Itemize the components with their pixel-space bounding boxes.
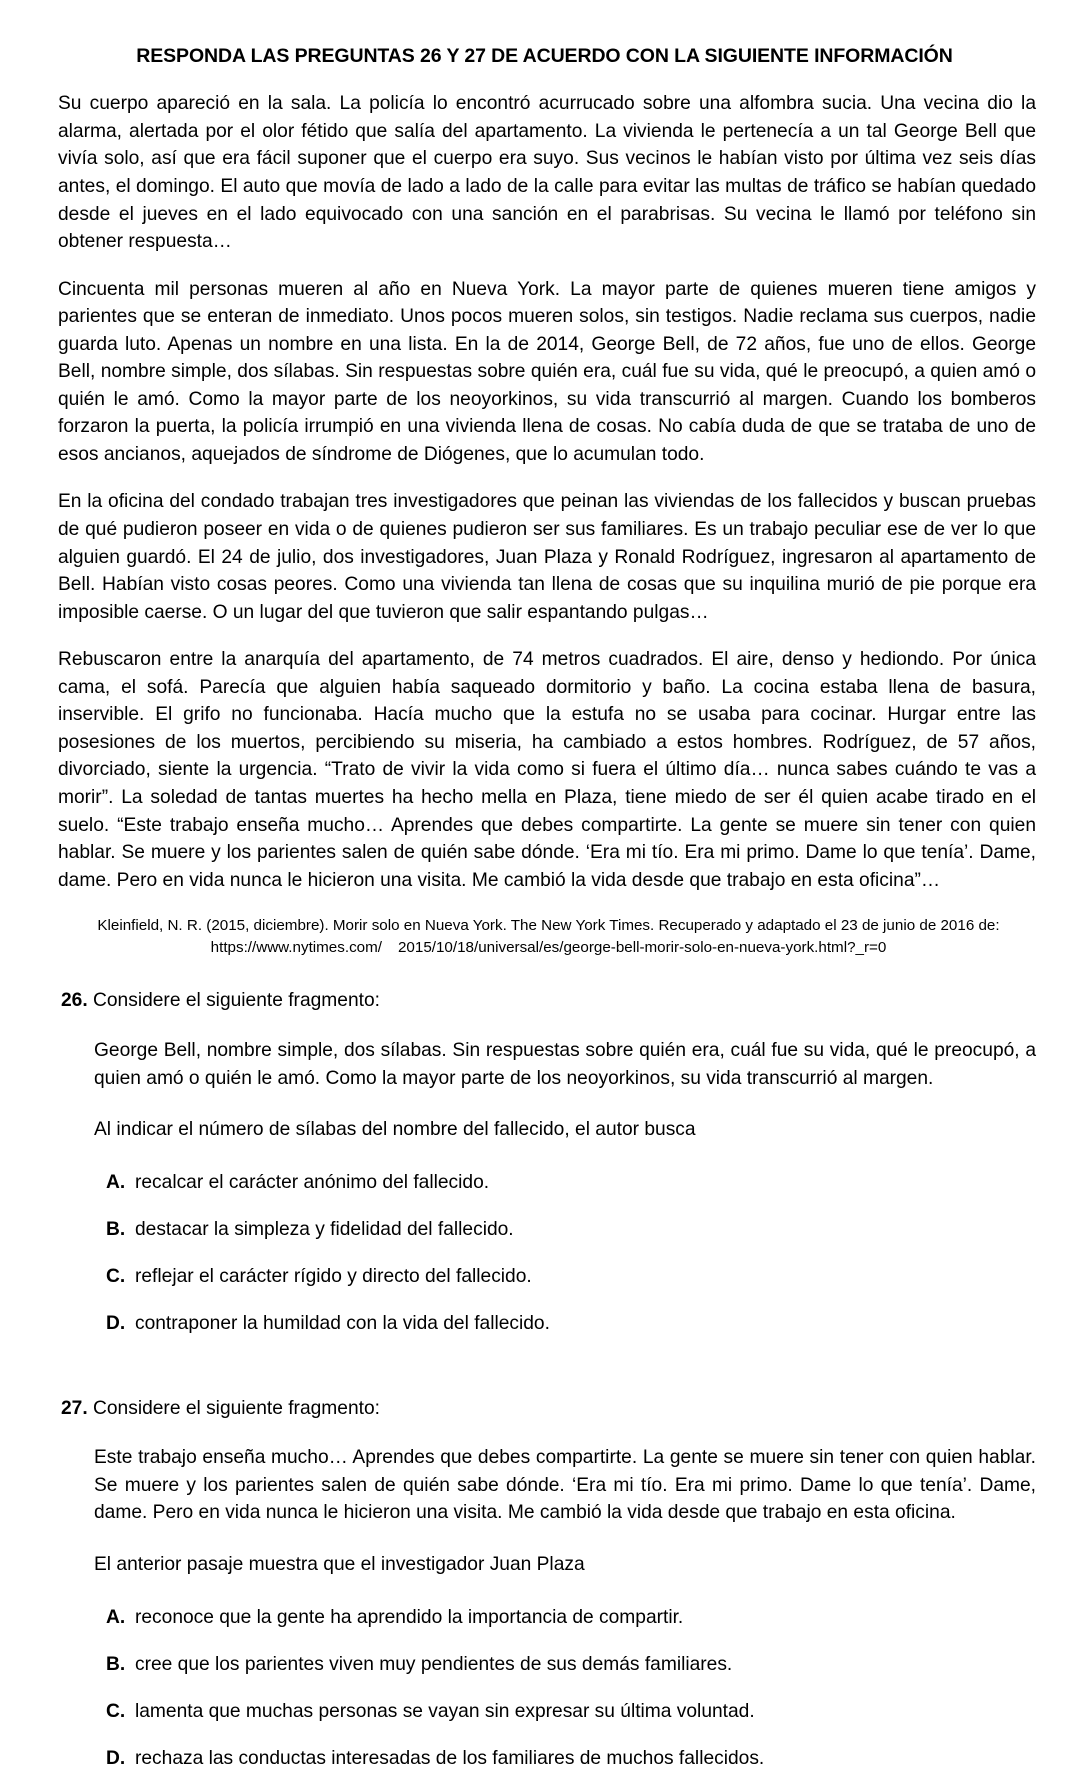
question-27-number: 27. — [61, 1397, 88, 1419]
option-d-letter: D. — [106, 1747, 126, 1769]
question-26-stem: Al indicar el número de sílabas del nombre del fallecido, el autor busca — [94, 1119, 696, 1141]
source-url-prefix: https://www.nytimes.com/ — [210, 938, 382, 956]
passage-paragraph-4: Rebuscaron entre la anarquía del apartamento, de 74 metros cuadrados. El aire, denso y hediondo. Por única cama, el sofá. Parecía que alguien había saqueado dormitorio y baño. La cocina estaba llena de basura, inservible. El grifo no funcionaba. Hacía mucho que la estufa no se usaba para cocinar. Hurgar entre las posesiones de los muertos, percibiendo su miseria, ha cambiado a estos hombres. Rodríguez, de 57 años, divorciado, siente la urgencia. “Trato de vivir la vida como si fuera el último día… nunca sabes cuándo te vas a morir”. La soledad de tantas muertes ha hecho mella en Plaza, tiene miedo de ser él quien acabe tirado en el suelo. “Este trabajo enseña mucho… Aprendes que debes compartirte. La gente se muere sin tener con quien hablar. Se muere y los parientes salen de quién sabe dónde. ‘Era mi tío. Era mi primo. Dame lo que tenía’. Dame, dame. Pero en vida nunca le hicieron una visita. Me cambió la vida desde que trabajo en esta oficina”… — [58, 649, 1036, 891]
question-27-prompt: Considere el siguiente fragmento: — [93, 1397, 380, 1419]
page-title: RESPONDA LAS PREGUNTAS 26 Y 27 DE ACUERDO CON LA SIGUIENTE INFORMACIÓN — [136, 45, 953, 67]
option-a-text: recalcar el carácter anónimo del fallecido. — [135, 1172, 490, 1194]
option-c[interactable] — [58, 1699, 1039, 1726]
passage-paragraph-2: Cincuenta mil personas mueren al año en Nueva York. La mayor parte de quienes mueren tiene amigos y parientes que se enteran de inmediato. Unos pocos mueren solos, sin testigos. Nadie reclama sus cuerpos, nadie guarda luto. Apenas un nombre en una lista. En la de 2014, George Bell, de 72 años, fue uno de ellos. George Bell, nombre simple, dos sílabas. Sin respuestas sobre quién era, cuál fue su vida, qué le preocupó, a quien amó o quién le amó. Como la mayor parte de los neoyorkinos, su vida transcurrió al margen. Cuando los bomberos forzaron la puerta, la policía irrumpió en una vivienda llena de cosas. No cabía duda de que se trataba de uno de esos ancianos, aquejados de síndrome de Diógenes, que lo acumulan todo. — [58, 278, 1036, 465]
option-c-letter: C. — [106, 1700, 126, 1722]
option-b[interactable] — [58, 1217, 1039, 1244]
question-26 — [58, 988, 1039, 1337]
option-d[interactable] — [58, 1746, 1039, 1773]
passage-paragraph-1: Su cuerpo apareció en la sala. La policía lo encontró acurrucado sobre una alfombra sucia. Una vecina dio la alarma, alertada por el olor fétido que salía del apartamento. La vivienda le pertenecía a un tal George Bell que vivía solo, así que era fácil suponer que el cuerpo era suyo. Sus vecinos le habían visto por última vez seis días antes, el domingo. El auto que movía de lado a lado de la calle para evitar las multas de tráfico se habían quedado desde el jueves en el lado equivocado con una sanción en el parabrisas. Su vecina le llamó por teléfono sin obtener respuesta… — [58, 93, 1036, 253]
question-26-options — [58, 1170, 1039, 1338]
question-27-stem: El anterior pasaje muestra que el investigador Juan Plaza — [94, 1554, 585, 1576]
option-c-text: reflejar el carácter rígido y directo del fallecido. — [135, 1265, 532, 1287]
option-b-letter: B. — [106, 1218, 126, 1240]
option-c-letter: C. — [106, 1265, 126, 1287]
option-c[interactable] — [58, 1264, 1039, 1291]
option-b[interactable] — [58, 1652, 1039, 1679]
question-27-heading — [58, 1396, 1039, 1423]
question-27-fragment: Este trabajo enseña mucho… Aprendes que debes compartirte. La gente se muere sin tener con quien hablar. Se muere y los parientes salen de quién sabe dónde. ‘Era mi tío. Era mi primo. Dame lo que tenía’. Dame, dame. Pero en vida nunca le hicieron una visita. Me cambió la vida desde que trabajo en esta oficina. — [94, 1447, 1036, 1524]
option-b-letter: B. — [106, 1653, 126, 1675]
option-d[interactable] — [58, 1311, 1039, 1338]
option-b-text: destacar la simpleza y fidelidad del fallecido. — [135, 1218, 514, 1240]
option-a-letter: A. — [106, 1172, 126, 1194]
option-c-text: lamenta que muchas personas se vayan sin expresar su última voluntad. — [135, 1700, 755, 1722]
citation-text: Kleinfield, N. R. (2015, diciembre). Morir solo en Nueva York. The New York Times. Recuperado y adaptado el 23 de junio de 2016 de: — [97, 917, 1000, 935]
question-26-fragment: George Bell, nombre simple, dos sílabas. Sin respuestas sobre quién era, cuál fue su vida, qué le preocupó, a quien amó o quién le amó. Como la mayor parte de los neoyorkinos, su vida transcurrió al margen. — [94, 1040, 1036, 1089]
question-26-prompt: Considere el siguiente fragmento: — [93, 990, 380, 1012]
source-citation — [58, 916, 1039, 958]
question-26-number: 26. — [61, 990, 88, 1012]
question-27 — [58, 1396, 1039, 1773]
option-a[interactable] — [58, 1170, 1039, 1197]
option-d-letter: D. — [106, 1312, 126, 1334]
question-26-heading — [58, 988, 1039, 1015]
source-url-suffix: 2015/10/18/universal/es/george-bell-morir-solo-en-nueva-york.html?_r=0 — [397, 938, 887, 956]
option-d-text: contraponer la humildad con la vida del fallecido. — [135, 1312, 550, 1334]
option-a[interactable] — [58, 1605, 1039, 1632]
option-a-text: reconoce que la gente ha aprendido la importancia de compartir. — [135, 1606, 684, 1628]
option-d-text: rechaza las conductas interesadas de los familiares de muchos fallecidos. — [135, 1747, 765, 1769]
question-27-options — [58, 1605, 1039, 1773]
passage-paragraph-3: En la oficina del condado trabajan tres investigadores que peinan las viviendas de los fallecidos y buscan pruebas de qué pudieron poseer en vida o de quienes pudieron ser sus familiares. Es un trabajo peculiar ese de ver lo que alguien guardó. El 24 de julio, dos investigadores, Juan Plaza y Ronald Rodríguez, ingresaron al apartamento de Bell. Habían visto cosas peores. Como una vivienda tan llena de cosas que su inquilina murió de pie porque era imposible caerse. O un lugar del que tuvieron que salir espantando pulgas… — [58, 491, 1036, 623]
option-b-text: cree que los parientes viven muy pendientes de sus demás familiares. — [135, 1653, 733, 1675]
option-a-letter: A. — [106, 1606, 126, 1628]
source-url — [64, 938, 1033, 959]
